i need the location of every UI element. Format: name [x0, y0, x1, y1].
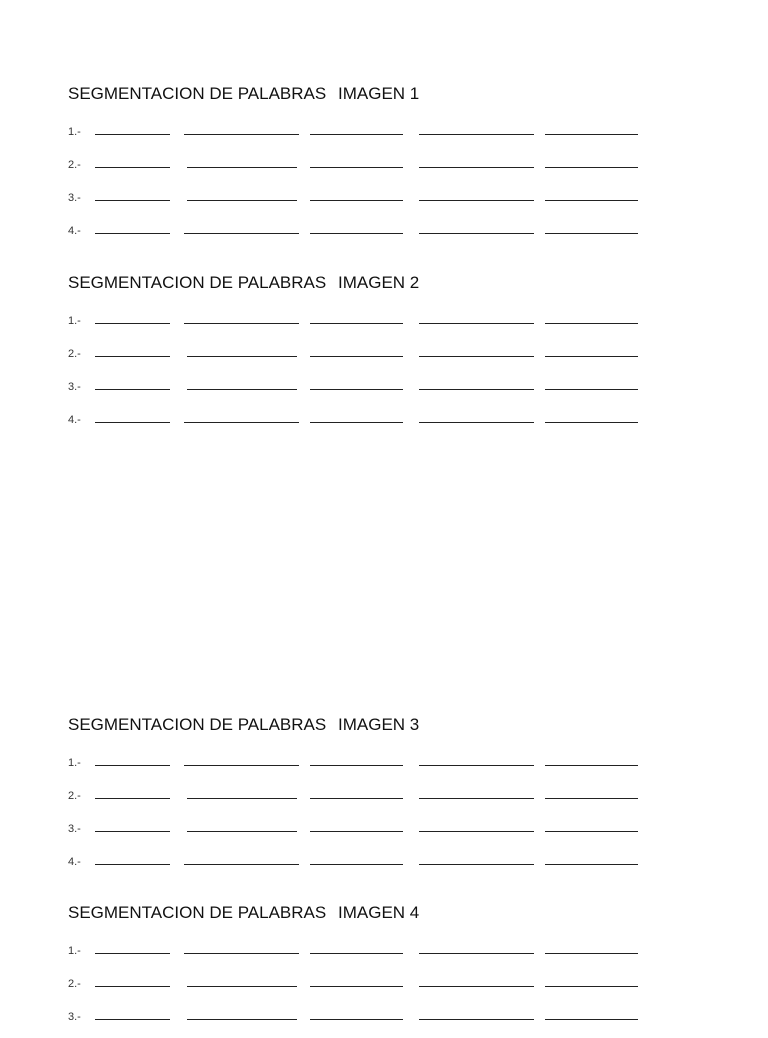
image-label: IMAGEN 4 [338, 903, 420, 922]
answer-blank[interactable] [310, 233, 403, 234]
answer-blank[interactable] [310, 864, 403, 865]
answer-blank[interactable] [419, 134, 534, 135]
answer-blank[interactable] [545, 167, 638, 168]
answer-blank[interactable] [545, 200, 638, 201]
row-number: 4.- [68, 414, 81, 426]
answer-blank[interactable] [95, 134, 170, 135]
answer-blank[interactable] [419, 1019, 534, 1020]
section-heading [68, 903, 668, 925]
answer-blank[interactable] [187, 831, 297, 832]
answer-blank[interactable] [419, 765, 534, 766]
row-number: 3.- [68, 381, 81, 393]
row-number: 1.- [68, 945, 81, 957]
answer-row [68, 120, 668, 153]
row-number: 3.- [68, 192, 81, 204]
answer-blank[interactable] [184, 953, 299, 954]
row-number: 4.- [68, 225, 81, 237]
answer-blank[interactable] [545, 1019, 638, 1020]
row-number: 2.- [68, 348, 81, 360]
answer-blank[interactable] [187, 356, 297, 357]
answer-row [68, 784, 668, 817]
answer-blank[interactable] [95, 323, 170, 324]
answer-blank[interactable] [310, 323, 403, 324]
answer-blank[interactable] [184, 323, 299, 324]
answer-blank[interactable] [310, 986, 403, 987]
answer-blank[interactable] [95, 765, 170, 766]
answer-blank[interactable] [95, 356, 170, 357]
worksheet-section-2 [68, 273, 668, 441]
answer-blank[interactable] [184, 233, 299, 234]
answer-blank[interactable] [310, 1019, 403, 1020]
answer-blank[interactable] [419, 167, 534, 168]
section-title: SEGMENTACION DE PALABRAS [68, 715, 327, 734]
section-title: SEGMENTACION DE PALABRAS [68, 903, 327, 922]
answer-row [68, 219, 668, 252]
answer-blank[interactable] [545, 134, 638, 135]
answer-row [68, 186, 668, 219]
answer-blank[interactable] [545, 831, 638, 832]
answer-blank[interactable] [419, 422, 534, 423]
answer-blank[interactable] [419, 356, 534, 357]
worksheet-section-1 [68, 84, 668, 252]
answer-row [68, 342, 668, 375]
answer-row [68, 1005, 668, 1038]
answer-blank[interactable] [310, 200, 403, 201]
answer-blank[interactable] [95, 986, 170, 987]
answer-blank[interactable] [310, 953, 403, 954]
answer-blank[interactable] [419, 798, 534, 799]
section-heading [68, 84, 668, 106]
answer-blank[interactable] [187, 389, 297, 390]
answer-blank[interactable] [95, 864, 170, 865]
answer-blank[interactable] [310, 831, 403, 832]
answer-blank[interactable] [95, 953, 170, 954]
answer-blank[interactable] [545, 864, 638, 865]
worksheet-section-3 [68, 715, 668, 883]
answer-blank[interactable] [184, 422, 299, 423]
section-title: SEGMENTACION DE PALABRAS [68, 273, 327, 292]
answer-blank[interactable] [419, 200, 534, 201]
answer-blank[interactable] [95, 798, 170, 799]
answer-row [68, 939, 668, 972]
answer-blank[interactable] [419, 389, 534, 390]
row-number: 2.- [68, 790, 81, 802]
answer-row [68, 309, 668, 342]
answer-blank[interactable] [419, 831, 534, 832]
answer-blank[interactable] [95, 1019, 170, 1020]
answer-blank[interactable] [419, 323, 534, 324]
answer-row [68, 408, 668, 441]
answer-blank[interactable] [187, 986, 297, 987]
answer-blank[interactable] [419, 864, 534, 865]
row-number: 3.- [68, 823, 81, 835]
row-number: 2.- [68, 159, 81, 171]
answer-blank[interactable] [95, 200, 170, 201]
row-number: 1.- [68, 126, 81, 138]
section-heading [68, 273, 668, 295]
answer-blank[interactable] [419, 233, 534, 234]
answer-blank[interactable] [95, 831, 170, 832]
row-number: 1.- [68, 757, 81, 769]
answer-blank[interactable] [310, 765, 403, 766]
answer-blank[interactable] [310, 422, 403, 423]
image-label: IMAGEN 2 [338, 273, 420, 292]
image-label: IMAGEN 1 [338, 84, 420, 103]
answer-blank[interactable] [310, 356, 403, 357]
answer-blank[interactable] [187, 200, 297, 201]
answer-blank[interactable] [545, 986, 638, 987]
answer-blank[interactable] [545, 356, 638, 357]
row-number: 4.- [68, 856, 81, 868]
answer-blank[interactable] [545, 765, 638, 766]
answer-blank[interactable] [184, 864, 299, 865]
answer-blank[interactable] [545, 422, 638, 423]
answer-blank[interactable] [95, 389, 170, 390]
answer-row [68, 375, 668, 408]
row-number: 2.- [68, 978, 81, 990]
answer-blank[interactable] [545, 323, 638, 324]
answer-row [68, 817, 668, 850]
answer-blank[interactable] [310, 798, 403, 799]
section-title: SEGMENTACION DE PALABRAS [68, 84, 327, 103]
answer-blank[interactable] [187, 167, 297, 168]
answer-blank[interactable] [95, 233, 170, 234]
answer-row [68, 751, 668, 784]
row-number: 3.- [68, 1011, 81, 1023]
answer-row [68, 850, 668, 883]
answer-blank[interactable] [184, 765, 299, 766]
answer-row [68, 153, 668, 186]
worksheet-section-4 [68, 903, 668, 1038]
answer-row [68, 972, 668, 1005]
answer-blank[interactable] [95, 422, 170, 423]
answer-blank[interactable] [310, 389, 403, 390]
row-number: 1.- [68, 315, 81, 327]
answer-blank[interactable] [545, 233, 638, 234]
answer-blank[interactable] [310, 134, 403, 135]
answer-blank[interactable] [545, 389, 638, 390]
answer-blank[interactable] [187, 798, 297, 799]
answer-blank[interactable] [187, 1019, 297, 1020]
answer-blank[interactable] [310, 167, 403, 168]
answer-blank[interactable] [184, 134, 299, 135]
answer-blank[interactable] [545, 953, 638, 954]
image-label: IMAGEN 3 [338, 715, 420, 734]
answer-blank[interactable] [545, 798, 638, 799]
answer-blank[interactable] [95, 167, 170, 168]
answer-blank[interactable] [419, 953, 534, 954]
section-heading [68, 715, 668, 737]
answer-blank[interactable] [419, 986, 534, 987]
